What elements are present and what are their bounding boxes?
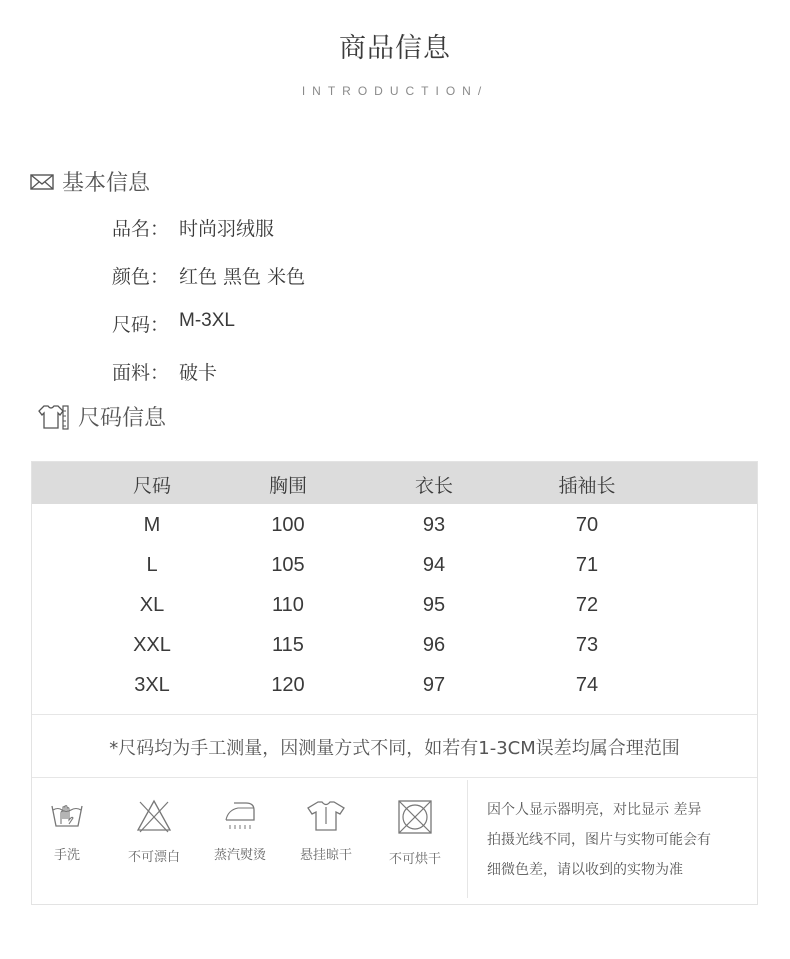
measurement-note: *尺码均为手工测量，因测量方式不同，如若有1-3CM误差均属合理范围 [109,738,680,759]
size-info-heading-label: 尺码信息 [78,406,167,431]
no-tumble-dry-icon [396,798,434,836]
size-table [31,461,758,905]
table-cell: 97 [422,674,446,696]
care-label: 悬挂晾干 [299,848,352,863]
care-label: 不可漂白 [127,850,180,865]
table-cell: 71 [575,554,599,576]
size-table-header [32,462,757,504]
table-cell: 96 [422,634,446,656]
info-key: 颜色： [112,266,170,288]
column-header: 胸围 [268,475,307,497]
no-bleach-icon [136,798,172,834]
table-cell: 73 [575,634,599,656]
table-cell: 74 [575,674,599,696]
info-value: 时尚羽绒服 [179,218,275,240]
disclaimer-line: 拍摄光线不同，图片与实物可能会有 [487,832,711,848]
column-header: 插袖长 [558,475,616,497]
info-value: 破卡 [179,362,218,384]
care-item-steam-iron [200,798,280,863]
divider [467,780,468,898]
column-header: 衣长 [414,475,453,497]
table-cell: 93 [422,514,446,536]
table-cell: L [146,554,158,576]
info-row-fabric [112,358,217,385]
table-cell: XL [139,594,165,616]
care-item-no-tumble-dry [375,798,455,867]
table-cell: 100 [271,514,305,536]
steam-iron-icon [220,798,260,832]
info-key: 品名： [112,218,170,240]
table-cell: XXL [133,634,171,656]
divider [32,714,757,715]
disclaimer-line: 因个人显示器明亮，对比显示 差异 [487,802,702,818]
size-info-heading [36,401,166,432]
care-label: 不可烘干 [388,852,441,867]
info-value: M-3XL [179,310,235,331]
info-row-color [112,262,305,289]
care-label: 蒸汽熨烫 [213,848,266,863]
table-cell: 95 [422,594,446,616]
table-cell: 94 [422,554,446,576]
divider [32,777,757,778]
info-key: 尺码： [112,314,170,336]
info-key: 面料： [112,362,170,384]
care-label: 手洗 [53,848,80,863]
table-cell: 110 [272,594,304,616]
care-item-hand-wash [27,798,107,863]
table-cell: 72 [575,594,599,616]
table-cell: M [143,514,161,536]
column-header: 尺码 [132,475,171,497]
info-value: 红色 黑色 米色 [179,266,306,288]
table-cell: 120 [271,674,305,696]
shirt-ruler-icon [36,403,70,431]
hang-dry-icon [306,798,346,832]
basic-info-heading-label: 基本信息 [62,171,151,196]
care-item-hang-dry [286,798,366,863]
info-row-size [112,310,235,337]
table-cell: 105 [271,554,305,576]
basic-info-heading [30,166,150,197]
envelope-icon [30,173,54,191]
care-item-no-bleach [114,798,194,865]
color-disclaimer [487,795,752,885]
disclaimer-line: 细微色差，请以收到的实物为准 [487,862,683,878]
info-row-name [112,214,274,241]
page-subtitle: INTRODUCTION/ [301,84,489,98]
page-title: 商品信息 [339,33,451,64]
table-cell: 70 [575,514,599,536]
table-cell: 3XL [134,674,170,696]
table-cell: 115 [272,634,304,656]
hand-wash-icon [49,798,85,832]
